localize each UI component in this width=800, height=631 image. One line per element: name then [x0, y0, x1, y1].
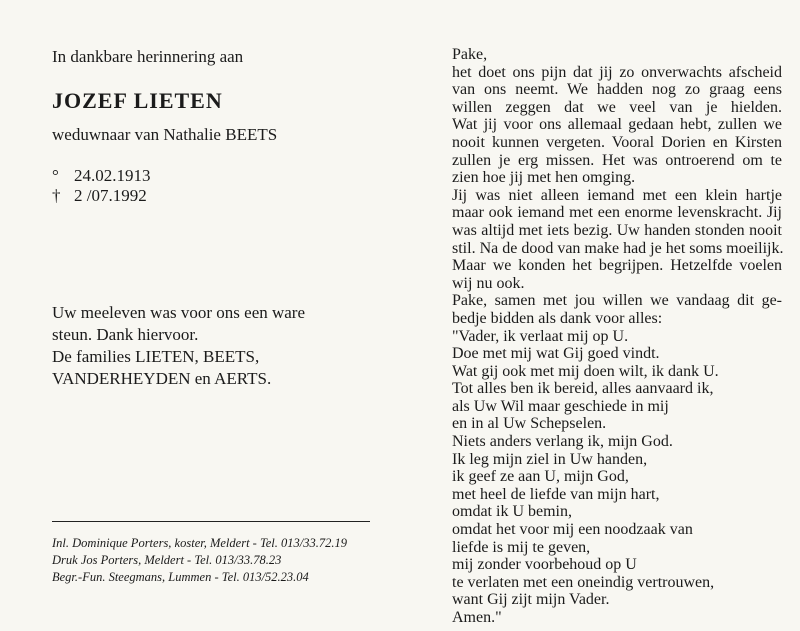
credit-line: Inl. Dominique Porters, koster, Meldert - Tel. 013/33.72.19: [52, 536, 348, 550]
letter-line: Jij was niet alleen iemand met een klein hartje: [452, 186, 782, 204]
letter-line: Ik leg mijn ziel in Uw handen,: [452, 450, 648, 468]
letter-line: Wat jij voor ons allemaal gedaan hebt, zullen we: [452, 116, 782, 134]
left-panel: [52, 46, 412, 206]
thanks-block: [52, 302, 412, 390]
dates-block: [52, 166, 412, 206]
divider: [52, 521, 370, 522]
widower-text: weduwnaar van Nathalie BEETS: [52, 125, 278, 144]
letter-line: te verlaten met een oneindig vertrouwen,: [452, 573, 715, 591]
letter-line: als Uw Wil maar geschiede in mij: [452, 397, 669, 415]
thanks-line: VANDERHEYDEN en AERTS.: [52, 369, 272, 388]
letter-line: omdat ik U bemin,: [452, 503, 572, 521]
deceased-name: JOZEF LIETEN: [52, 88, 223, 113]
letter-line: Niets anders verlang ik, mijn God.: [452, 433, 673, 451]
letter-line: ik geef ze aan U, mijn God,: [452, 468, 629, 486]
letter-line: want Gij zijt mijn Vader.: [452, 591, 610, 609]
death-row: [52, 186, 412, 206]
thanks-line: De families LIETEN, BEETS,: [52, 347, 260, 366]
credits-block: [52, 535, 347, 586]
letter-line: en in al Uw Schepselen.: [452, 415, 607, 433]
thanks-line: Uw meeleven was voor ons een ware: [52, 303, 306, 322]
letter-line: "Vader, ik verlaat mij op U.: [452, 327, 629, 345]
thanks-line: steun. Dank hiervoor.: [52, 325, 199, 344]
cross-icon: †: [52, 186, 61, 205]
letter-line: bedje bidden als dank voor alles:: [452, 309, 663, 327]
letter-line: wij nu ook.: [452, 274, 525, 292]
letter-line: Pake,: [452, 46, 488, 63]
letter-line: zien hoe jij met hen omging.: [452, 169, 636, 187]
letter-line: Tot alles ben ik bereid, alles aanvaard ik,: [452, 380, 714, 398]
letter-line: zullen je erg missen. Het was ontroerend om te: [452, 151, 782, 169]
letter-line: Amen.": [452, 609, 502, 626]
letter-line: het doet ons pijn dat jij zo onverwachts afscheid: [452, 63, 782, 81]
credit-line: Begr.-Fun. Steegmans, Lummen - Tel. 013/52.23.04: [52, 570, 309, 584]
letter-line: mij zonder voorbehoud op U: [452, 556, 637, 574]
letter-line: liefde is mij te geven,: [452, 538, 591, 556]
birth-date: 24.02.1913: [74, 166, 151, 185]
right-panel: [452, 46, 782, 627]
credit-line: Druk Jos Porters, Meldert - Tel. 013/33.78.23: [52, 553, 282, 567]
letter-line: Doe met mij wat Gij goed vindt.: [452, 345, 660, 363]
death-date: 2 /07.1992: [74, 186, 147, 205]
letter-line: Pake, samen met jou willen we vandaag dit ge-: [452, 292, 782, 310]
letter-line: Wat gij ook met mij doen wilt, ik dank U.: [452, 362, 719, 380]
letter-line: was altijd met iets bezig. Uw handen stonden nooit: [452, 221, 782, 239]
letter-line: van ons neemt. We hadden nog zo graag eens: [452, 81, 782, 99]
letter-line: stil. Na de dood van make had je het soms moeilijk.: [452, 239, 784, 257]
birth-symbol-icon: °: [52, 166, 59, 185]
birth-row: [52, 166, 412, 186]
letter-line: met heel de liefde van mijn hart,: [452, 485, 660, 503]
letter-line: maar ook iemand met een enorme levenskracht. Jij: [452, 204, 782, 222]
letter-line: Maar we konden het begrijpen. Hetzelfde voelen: [452, 257, 782, 275]
intro-text: In dankbare herinnering aan: [52, 47, 244, 66]
letter-line: nooit kunnen vergeten. Vooral Dorien en Kirsten: [452, 133, 782, 151]
letter-line: willen zeggen dat we veel van je hielden.: [452, 98, 782, 116]
letter-line: omdat het voor mij een noodzaak van: [452, 521, 693, 539]
